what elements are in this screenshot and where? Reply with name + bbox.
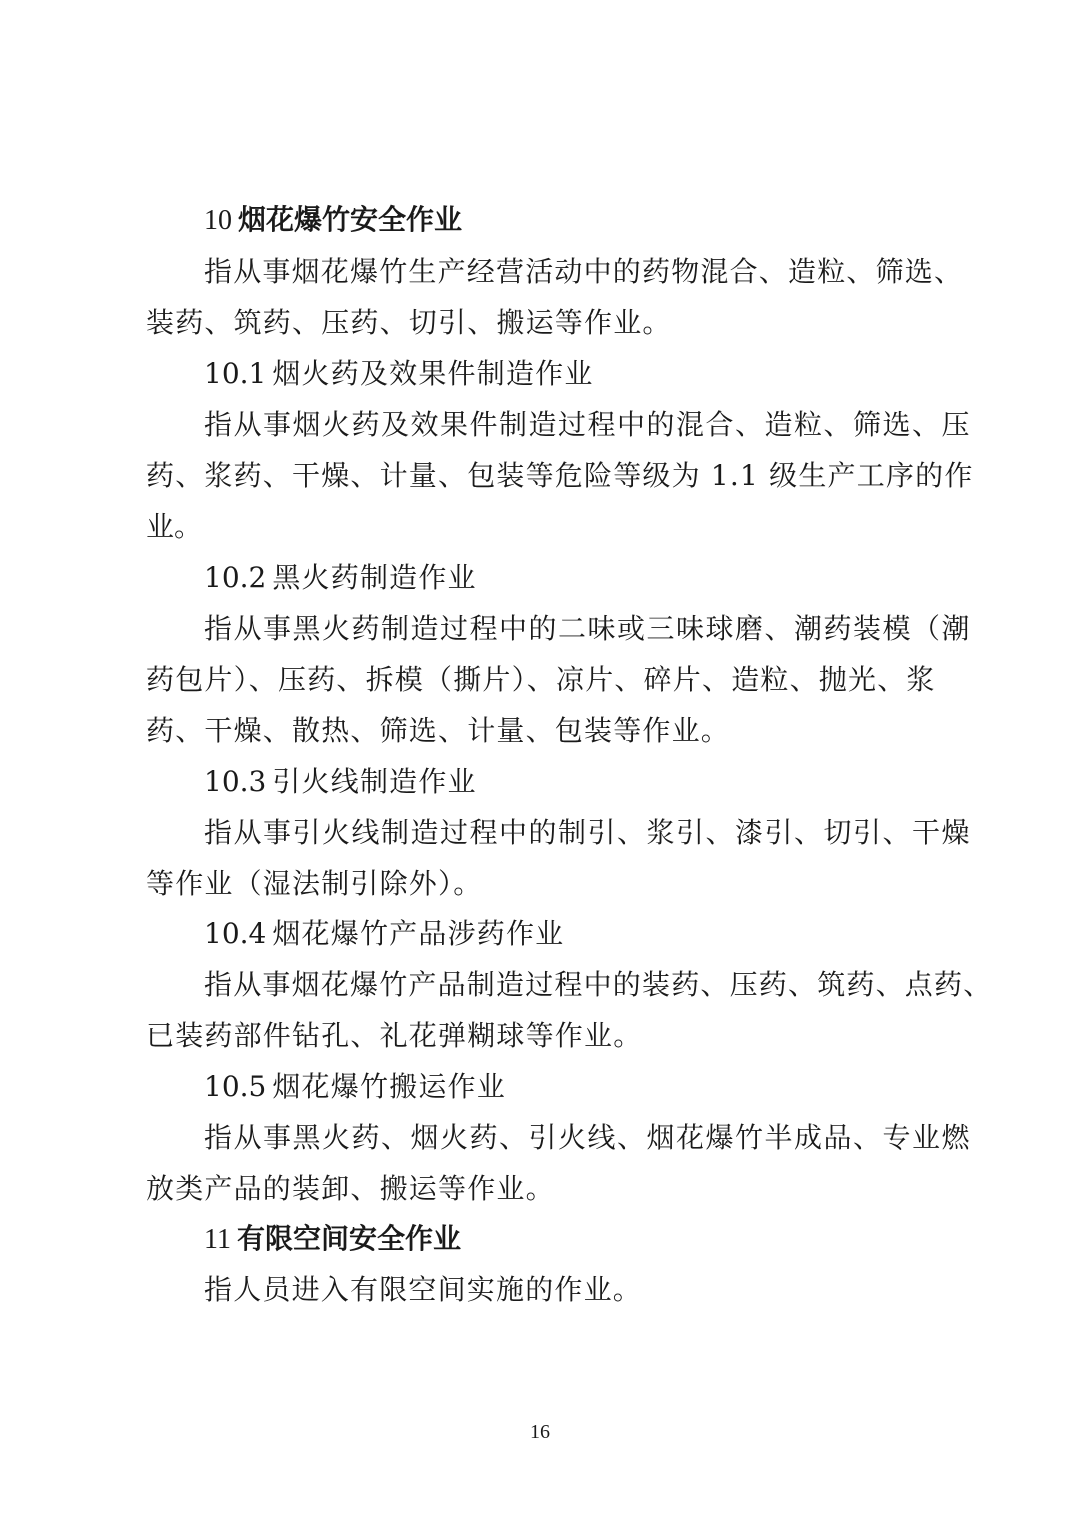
section-title: 烟花爆竹安全作业 xyxy=(238,203,463,236)
paragraph-line xyxy=(0,1112,1080,1164)
page-number: 16 xyxy=(530,1421,550,1443)
paragraph-line xyxy=(0,501,1080,553)
paragraph-line xyxy=(0,807,1080,859)
section-number: 10.4 xyxy=(204,917,267,950)
paragraph-text: 药、浆药、干燥、计量、包装等危险等级为 1.1 级生产工序的作 xyxy=(146,459,974,492)
section-heading-10-4 xyxy=(0,908,1080,960)
section-number: 10.1 xyxy=(204,357,267,390)
paragraph-text: 指人员进入有限空间实施的作业。 xyxy=(204,1273,643,1306)
paragraph-text: 指从事烟花爆竹产品制造过程中的装药、压药、筑药、点药、 xyxy=(204,968,993,1001)
paragraph-line xyxy=(0,399,1080,451)
paragraph-line xyxy=(0,654,1080,706)
section-number: 10.5 xyxy=(204,1070,267,1103)
paragraph-line xyxy=(0,1010,1080,1062)
section-heading-10-3 xyxy=(0,756,1080,808)
section-number: 11 xyxy=(204,1224,231,1255)
section-number: 10.2 xyxy=(204,561,267,594)
section-number: 10.3 xyxy=(204,765,267,798)
paragraph-text: 指从事黑火药、烟火药、引火线、烟花爆竹半成品、专业燃 xyxy=(204,1121,972,1154)
paragraph-line xyxy=(0,246,1080,298)
section-title: 烟花爆竹搬运作业 xyxy=(272,1070,506,1103)
section-number: 10 xyxy=(204,205,232,236)
paragraph-text: 药、干燥、散热、筛选、计量、包装等作业。 xyxy=(146,714,731,747)
paragraph-line xyxy=(0,858,1080,910)
section-title: 引火线制造作业 xyxy=(272,765,477,798)
section-heading-10 xyxy=(0,194,1080,246)
section-heading-11 xyxy=(0,1213,1080,1265)
paragraph-line xyxy=(0,450,1080,502)
section-title: 烟花爆竹产品涉药作业 xyxy=(272,917,565,950)
paragraph-text: 已装药部件钻孔、礼花弹糊球等作业。 xyxy=(146,1019,643,1052)
paragraph-line xyxy=(0,297,1080,349)
section-heading-10-1 xyxy=(0,348,1080,400)
paragraph-text: 放类产品的装卸、搬运等作业。 xyxy=(146,1172,555,1205)
paragraph-text: 指从事引火线制造过程中的制引、浆引、漆引、切引、干燥 xyxy=(204,816,972,849)
paragraph-line xyxy=(0,1163,1080,1215)
paragraph-text: 药包片）、压药、拆模（撕片）、凉片、碎片、造粒、抛光、浆 xyxy=(146,663,936,696)
paragraph-text: 等作业（湿法制引除外）。 xyxy=(146,867,483,900)
paragraph-text: 指从事黑火药制造过程中的二味或三味球磨、潮药装模（潮 xyxy=(204,612,972,645)
section-heading-10-2 xyxy=(0,552,1080,604)
paragraph-text: 指从事烟火药及效果件制造过程中的混合、造粒、筛选、压 xyxy=(204,408,972,441)
paragraph-text: 指从事烟花爆竹生产经营活动中的药物混合、造粒、筛选、 xyxy=(204,255,964,288)
paragraph-text: 业。 xyxy=(146,510,203,543)
paragraph-line xyxy=(0,959,1080,1011)
paragraph-line xyxy=(0,705,1080,757)
section-heading-10-5 xyxy=(0,1061,1080,1113)
paragraph-line xyxy=(0,1264,1080,1316)
section-title: 烟火药及效果件制造作业 xyxy=(272,357,594,390)
paragraph-text: 装药、筑药、压药、切引、搬运等作业。 xyxy=(146,306,672,339)
section-title: 黑火药制造作业 xyxy=(272,561,477,594)
paragraph-line xyxy=(0,603,1080,655)
section-title: 有限空间安全作业 xyxy=(236,1222,461,1255)
